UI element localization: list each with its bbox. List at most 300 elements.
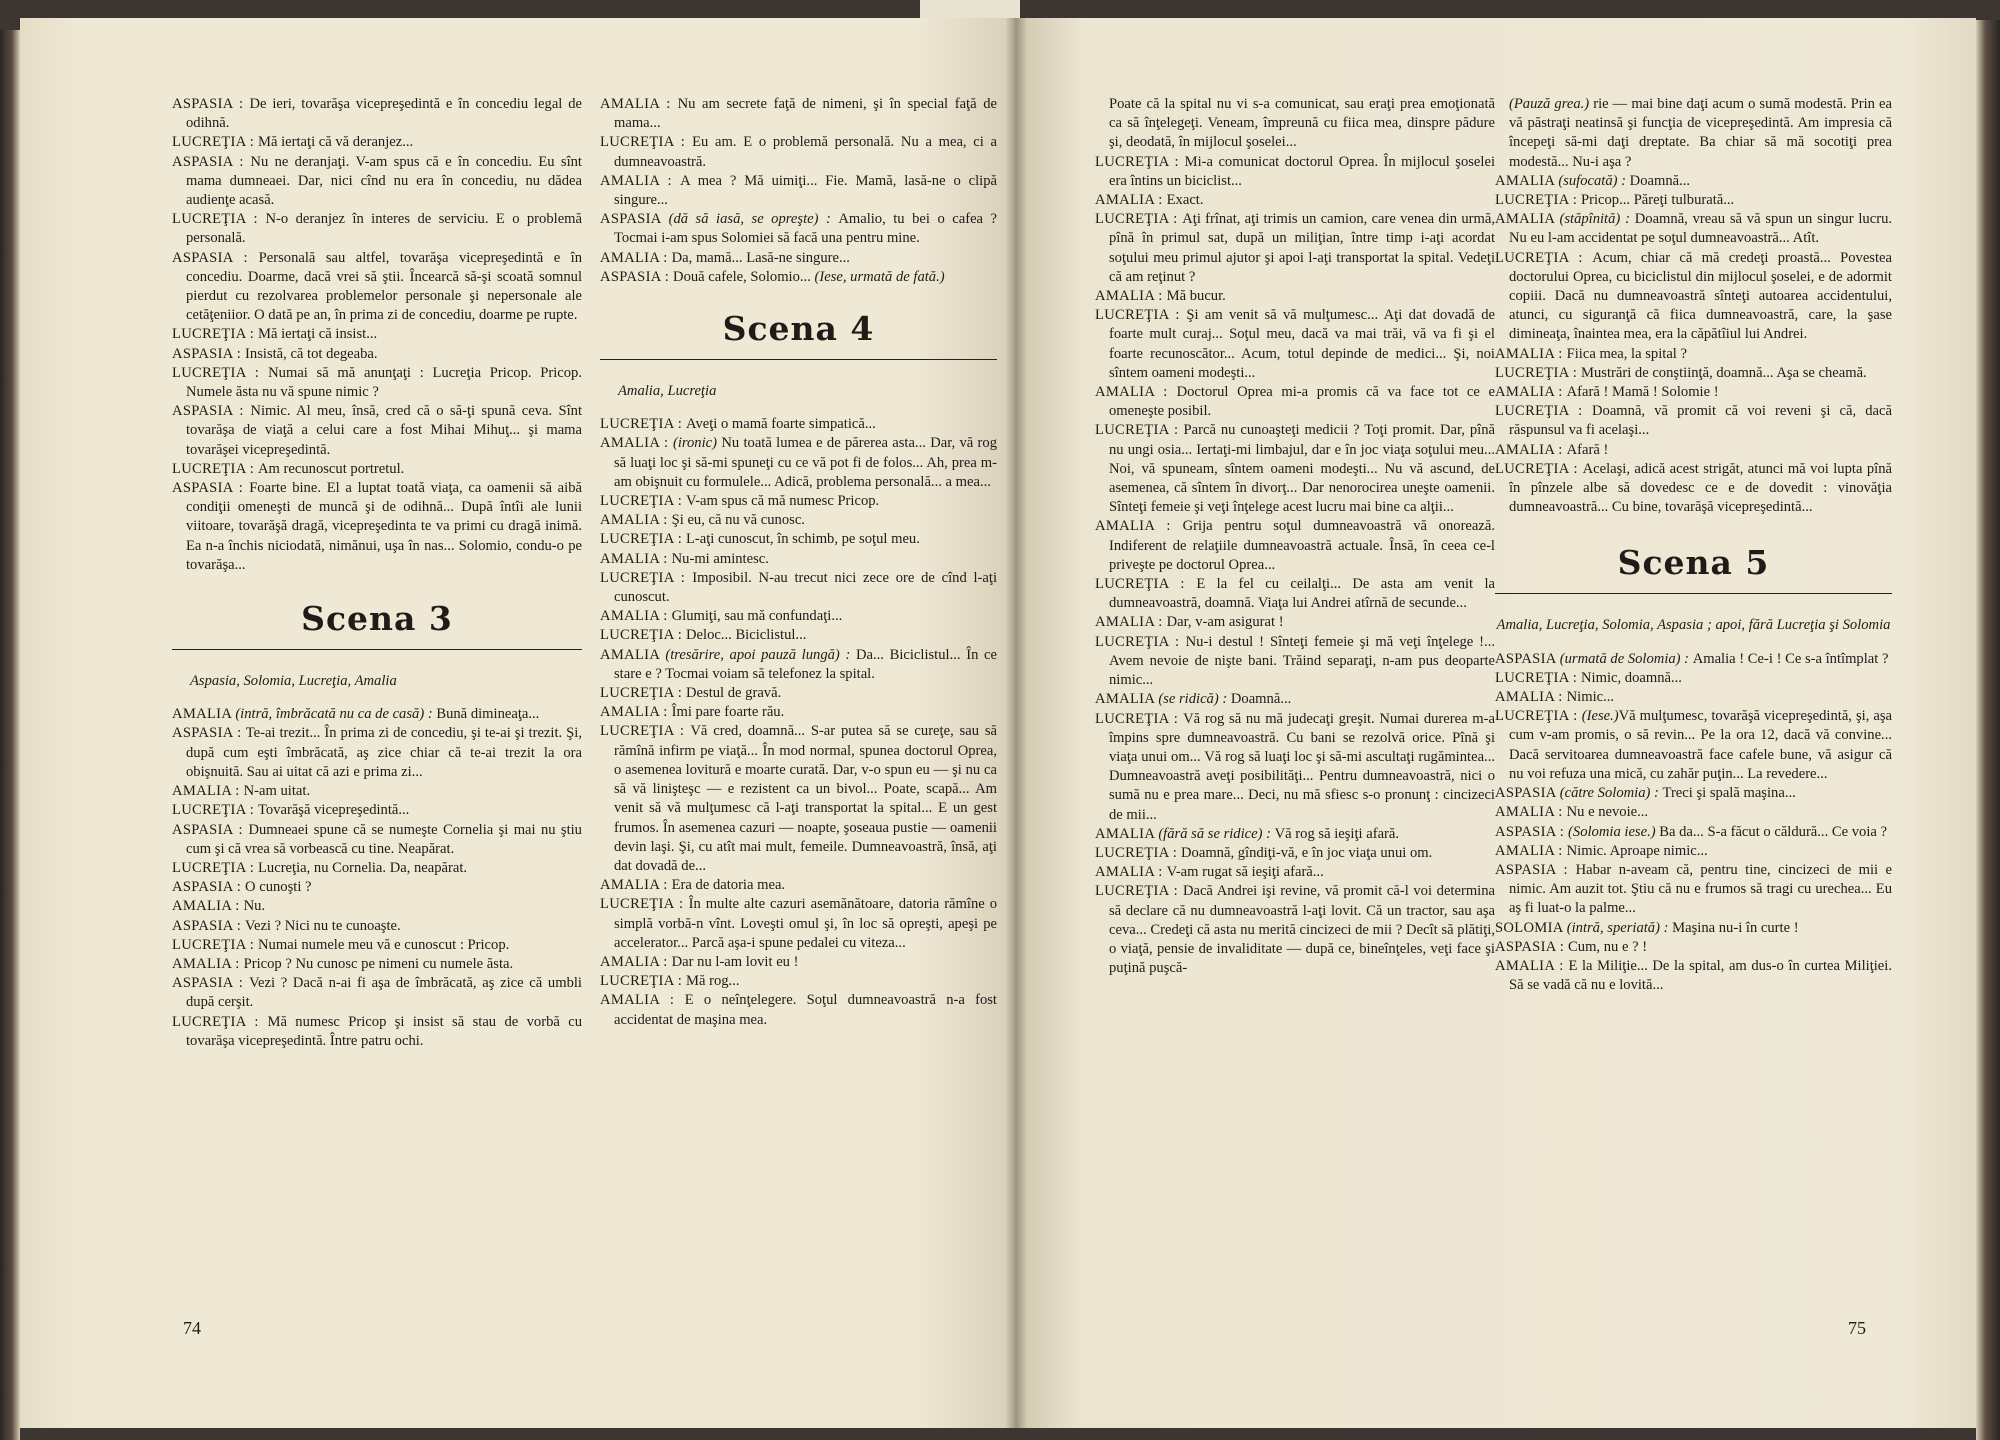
dialogue-line — [1095, 633, 1495, 691]
speaker-name: LUCREŢIA : — [172, 134, 258, 151]
speaker-name: ASPASIA : — [172, 153, 251, 170]
speaker-name: AMALIA : — [1495, 441, 1567, 458]
dialogue-line — [1495, 919, 1892, 938]
left-column-1 — [172, 95, 582, 1051]
dialogue-text: L-aţi cunoscut, în schimb, pe soţul meu. — [686, 531, 920, 548]
dialogue-text: Tovarăşă vicepreşedintă... — [258, 802, 410, 819]
speaker-name: LUCREŢIA : — [1495, 708, 1582, 725]
speaker-name: LUCREŢIA : — [1495, 192, 1581, 209]
dialogue-line — [600, 876, 997, 895]
speaker-name: ASPASIA : — [172, 917, 246, 934]
dialogue-text: Pricop ? Nu cunosc pe nimeni cu numele ăsta. — [243, 955, 514, 972]
dialogue-text: Amalio, tu bei o cafea ? Tocmai i-am spus Solomiei să facă una pentru mine. — [614, 211, 998, 247]
speaker-name: AMALIA : — [1495, 384, 1567, 401]
speaker-name: LUCREŢIA : — [1495, 364, 1581, 381]
dialogue-line — [172, 460, 582, 479]
speaker-name: LUCREŢIA : — [600, 685, 686, 702]
dialogue-line — [1495, 345, 1892, 364]
dialogue-line — [1495, 688, 1892, 707]
speaker-name: AMALIA : — [1095, 518, 1183, 535]
dialogue-line — [172, 479, 582, 575]
dialogue-text: Dar nu l-am lovit eu ! — [671, 953, 799, 970]
dialogue-text: Dar, v-am asigurat ! — [1166, 614, 1284, 631]
speaker-name: LUCREŢIA : — [172, 364, 269, 381]
speaker-name: ASPASIA : — [1495, 861, 1576, 878]
scene-cast: Amalia, Lucreţia — [618, 383, 717, 400]
speaker-name: AMALIA : — [600, 704, 672, 721]
dialogue-text: Mă iertaţi că insist... — [258, 326, 378, 343]
scene-cast: Amalia, Lucreţia, Solomia, Aspasia ; apoi, fără Lucreţia şi Solomia — [1496, 617, 1891, 634]
dialogue-line — [600, 268, 997, 287]
speaker-name: AMALIA : — [1495, 689, 1567, 706]
dialogue-line — [1495, 364, 1892, 383]
speaker-name: LUCREŢIA : — [600, 723, 691, 740]
stage-direction: (intră, îmbrăcată nu ca de casă) : — [235, 706, 437, 723]
stage-direction: (sufocată) : — [1558, 172, 1630, 189]
stage-direction: (către Solomia) : — [1559, 785, 1663, 802]
dialogue-line — [1495, 803, 1892, 822]
dialogue-text: Nu toată lumea e de părerea asta... Dar, vă rog să luaţi loc şi să-mi spuneţi cu ce vă pot fi de folos... Ah, prea m-am obişnuit cu formulele... Adică, problema personală... — [614, 435, 997, 490]
dialogue-line — [1095, 383, 1495, 421]
dialogue-line — [172, 974, 582, 1012]
speaker-name: LUCREŢIA : — [600, 134, 693, 151]
dialogue-line — [172, 897, 582, 916]
speaker-name: LUCREŢIA : — [600, 531, 686, 548]
dialogue-text: Şi eu, că nu vă cunosc. — [671, 512, 805, 529]
dialogue-text: Am recunoscut portretul. — [258, 460, 405, 477]
speaker-name: LUCREŢIA : — [1095, 153, 1185, 170]
dialogue-text: Maşina nu-i în curte ! — [1672, 919, 1799, 936]
dialogue-line — [1095, 517, 1495, 575]
right-page — [1015, 18, 1976, 1428]
dialogue-text: Aţi frînat, aţi trimis un camion, care venea din urmă, pînă în primul sat, după un miliţian, între timp i-aţi acordat soţului meu primul ajutor şi apoi l-aţi transportat la spital. Vedeţi că am reţinut ? — [1109, 211, 1495, 285]
speaker-name: LUCREŢIA : — [172, 859, 258, 876]
speaker-name: LUCREŢIA : — [1495, 460, 1583, 477]
scene-cast: Aspasia, Solomia, Lucreţia, Amalia — [190, 673, 397, 690]
scene-divider — [172, 649, 582, 650]
dialogue-text: Nu ne deranjaţi. V-am spus că e în concediu. Eu sînt mama dumneaei. Dar, nici cînd nu era în concediu, nu dădea audienţe acasă. — [186, 153, 582, 209]
dialogue-line — [172, 955, 582, 974]
dialogue-line — [1095, 210, 1495, 287]
speaker-name: LUCREŢIA : — [1495, 249, 1593, 266]
dialogue-line — [172, 705, 582, 724]
dialogue-text: V-am rugat să ieşiţi afară... — [1166, 864, 1324, 881]
speaker-name: LUCREŢIA : — [172, 936, 258, 953]
dialogue-line — [600, 703, 997, 722]
dialogue-line — [1495, 460, 1892, 518]
scene-3-heading — [172, 599, 582, 691]
dialogue-line — [1095, 613, 1495, 632]
speaker-name: ASPASIA : — [172, 96, 250, 112]
dialogue-text: Amalia ! Ce-i ! Ce s-a întîmplat ? — [1692, 650, 1889, 667]
speaker-name: AMALIA : — [600, 877, 672, 894]
dialogue-line — [172, 364, 582, 402]
dialogue-text: Treci şi spală maşina... — [1662, 785, 1796, 802]
speaker-name: LUCREŢIA : — [1095, 883, 1183, 900]
dialogue-text: Deloc... Biciclistul... — [686, 627, 807, 644]
speaker-name: LUCREŢIA : — [172, 326, 258, 343]
dialogue-text: Nimic... — [1566, 689, 1615, 706]
right-column-2 — [1495, 95, 1892, 995]
dialogue-text: Doamnă... — [1629, 172, 1691, 189]
dialogue-text: Vezi ? Nici nu te cunoaşte. — [245, 917, 401, 934]
dialogue-text: Ba da... — [1659, 823, 1708, 840]
speaker-name: LUCREŢIA : — [600, 416, 686, 433]
speaker-name: LUCREŢIA : — [600, 973, 686, 990]
dialogue-text: Vezi ? Dacă n-ai fi aşa de îmbrăcată, aş zice că umbli după cerşit. — [186, 975, 582, 1011]
dialogue-text: Foarte bine. El a luptat toată viaţa, ca oamenii să aibă condiţii omeneşti de muncă şi de odihnă... După întîi ale lunii viitoare, tovarăşă dragă, vicepreşedinta te va primi cu dragă inimă. Ea n-a închis niciodată, nimănui, uşa în nas... Solomio, condu-o pe tovarăşa... — [186, 480, 582, 573]
speaker-name: ASPASIA : — [1495, 938, 1569, 955]
dialogue-text: Personală sau altfel, tovarăşa vicepreşedintă e în concediu. Doarme, dacă vrei să ştii. Încearcă să-şi scoată somnul pierdut cu rezolvarea problemelor personale şi nepersonale ale cetăţeniior. O dată pe an, în prima zi de concediu, doarme pe rupte. — [186, 249, 582, 324]
dialogue-text: Nu-mi amintesc. — [671, 550, 769, 567]
dialogue-line — [172, 345, 582, 364]
speaker-name: AMALIA : — [1095, 864, 1167, 881]
speaker-name: AMALIA — [1095, 825, 1159, 842]
dialogue-line — [1495, 95, 1892, 172]
speaker-name: LUCREŢIA : — [1095, 633, 1186, 650]
dialogue-line — [1095, 844, 1495, 863]
book-edge-right — [1976, 20, 2000, 1440]
dialogue-text: Dumneaei spune că se numeşte Cornelia şi mai nu ştiu cum şi că vrea să vorbească cu tine. Neapărat. — [186, 821, 582, 857]
scene-5-heading — [1495, 543, 1892, 635]
dialogue-text: Nu-i destul ! Sînteţi femeie şi mă veţi înţelege !... Avem nevoie de nişte bani. Trăind separaţi, n-am pus deoparte nimic... — [1109, 633, 1495, 689]
dialogue-line — [172, 801, 582, 820]
dialogue-text: Vă mulţumesc, tovarăşă vicepreşedintă, şi, aşa cum v-am promis, o să revin... Pe la ora 12, dacă vă convine... Dacă servitoarea dumneavoastră face cafele bune, vă asigur că nu voi refuza una mică, cu zahăr puţin... La revedere... — [1509, 708, 1892, 782]
left-column-2 — [600, 95, 997, 1030]
speaker-name: ASPASIA : — [1495, 823, 1569, 840]
speaker-name: AMALIA — [1495, 211, 1560, 228]
dialogue-line — [600, 511, 997, 530]
dialogue-line — [600, 953, 997, 972]
dialogue-text: Insistă, că tot degeaba. — [245, 345, 378, 362]
dialogue-text: Două cafele, Solomio... — [673, 268, 815, 285]
dialogue-text: E o neînţelegere. Soţul dumneavoastră n-a fost accidentat de maşina mea. — [614, 992, 997, 1028]
dialogue-text: Mustrări de conştiinţă, doamnă... Aşa se cheamă. — [1581, 364, 1867, 381]
dialogue-line — [1095, 690, 1495, 709]
speaker-name: LUCREŢIA : — [1495, 403, 1592, 420]
speaker-name: LUCREŢIA : — [1095, 422, 1184, 439]
speaker-name: LUCREŢIA : — [1495, 669, 1581, 686]
scene-divider — [1495, 593, 1892, 594]
dialogue-text: N-am uitat. — [243, 783, 311, 800]
dialogue-text: V-am spus că mă numesc Pricop. — [686, 493, 880, 510]
dialogue-line — [600, 210, 997, 248]
speaker-name: AMALIA : — [172, 898, 244, 915]
speaker-name: ASPASIA : — [172, 725, 246, 742]
dialogue-line — [172, 133, 582, 152]
book-edge-left — [0, 30, 20, 1440]
bookmark-strip — [920, 0, 1020, 18]
speaker-name: AMALIA — [172, 706, 236, 723]
dialogue-text: Doamnă, vă promit că voi reveni şi că, dacă răspunsul va fi acelaşi... — [1509, 403, 1892, 439]
dialogue-text: Afară ! Mamă ! Solomie ! — [1566, 384, 1719, 401]
dialogue-line — [600, 972, 997, 991]
stage-direction: (fără să se ridice) : — [1158, 825, 1275, 842]
dialogue-line — [1495, 249, 1892, 345]
dialogue-line — [600, 626, 997, 645]
stage-direction: (Iese.) — [1581, 708, 1619, 725]
speaker-name: AMALIA : — [600, 172, 681, 189]
scene-title: Scena 5 — [1617, 543, 1770, 583]
dialogue-text: Nimic. Al meu, însă, cred că o să-ţi spună ceva. Sînt tovarăşa de viaţă a celui care a fost Mihai Mihuţ... şi mama tovarăşei vicepreşedintă. — [186, 403, 582, 458]
dialogue-line — [1495, 650, 1892, 669]
stage-direction: (dă să iasă, se opreşte) : — [668, 211, 839, 228]
speaker-name: ASPASIA : — [172, 480, 250, 497]
dialogue-text: Doamnă, vreau să vă spun un singur lucru. Nu eu l-am accidentat pe soţul dumneavoastră... Atît. — [1509, 211, 1893, 247]
dialogue-line — [600, 415, 997, 434]
speaker-name: LUCREŢIA : — [1095, 844, 1181, 861]
speaker-name: AMALIA — [600, 646, 666, 663]
dialogue-line — [1495, 191, 1892, 210]
dialogue-text: N-o deranjez în interes de serviciu. E o problemă personală. — [186, 211, 582, 247]
speaker-name: AMALIA : — [600, 953, 672, 970]
dialogue-line — [1495, 707, 1892, 784]
speaker-name: LUCREŢIA : — [600, 627, 686, 644]
stage-direction: (Iese, urmată de fată.) — [814, 268, 945, 285]
dialogue-text: Grija pentru soţul dumneavoastră vă onorează. Indiferent de relaţiile dumneavoastră actuale. Însă, în ceea ce-l priveşte pe doctorul Oprea... — [1109, 518, 1495, 573]
dialogue-line — [1095, 153, 1495, 191]
dialogue-text: Vă rog să ieşiţi afară. — [1274, 825, 1400, 842]
speaker-name: ASPASIA — [1495, 785, 1560, 802]
dialogue-text: Da... Biciclistul... În ce stare e ? Tocmai voiam să telefonez la spital. — [614, 646, 997, 682]
dialogue-text: Nimic. Aproape nimic... — [1566, 842, 1708, 859]
dialogue-line — [1495, 784, 1892, 803]
dialogue-line — [1095, 191, 1495, 210]
dialogue-text: Numai să mă anunţaţi : Lucreţia Pricop. Pricop. Numele ăsta nu vă spune nimic ? — [186, 364, 582, 401]
dialogue-line — [1495, 441, 1892, 460]
page-number: 74 — [183, 1318, 201, 1338]
speaker-name: AMALIA — [1495, 172, 1559, 189]
speaker-name: AMALIA : — [600, 96, 678, 112]
speaker-name: LUCREŢIA : — [1095, 211, 1183, 228]
dialogue-line — [600, 646, 997, 684]
dialogue-line — [1095, 863, 1495, 882]
dialogue-line — [1495, 172, 1892, 191]
speaker-name: LUCREŢIA : — [172, 460, 258, 477]
speaker-name: AMALIA : — [600, 608, 672, 625]
dialogue-text: Îmi pare foarte rău. — [671, 704, 785, 721]
speaker-name: LUCREŢIA : — [172, 802, 258, 819]
dialogue-text: Poate că la spital nu vi s-a comunicat, sau eraţi prea emoţionată ca să înţelegeţi. Veneam, împreună cu fiica mea, dinspre pădure şi, deodată, în mijlocul şoselei... — [1109, 96, 1495, 151]
dialogue-text: Imposibil. N-au trecut nici zece ore de cînd l-aţi cunoscut. — [614, 569, 997, 606]
dialogue-line — [1095, 421, 1495, 517]
dialogue-line — [600, 550, 997, 569]
stage-direction: (Solomia iese.) — [1568, 823, 1660, 840]
dialogue-text: Eu am. E o problemă personală. Nu a mea, ci a dumneavoastră. — [614, 134, 997, 170]
dialogue-line — [600, 530, 997, 549]
dialogue-text: Destul de gravă. — [686, 685, 782, 702]
dialogue-line — [172, 917, 582, 936]
dialogue-line — [172, 249, 582, 326]
dialogue-text: a mea... — [945, 473, 991, 490]
speaker-name: ASPASIA : — [172, 975, 250, 992]
dialogue-text: Era de datoria mea. — [671, 877, 786, 894]
dialogue-line — [600, 95, 997, 133]
dialogue-text: Nimic, doamnă... — [1581, 669, 1682, 686]
dialogue-line — [1495, 823, 1892, 842]
scene-title: Scena 3 — [301, 599, 453, 639]
speaker-name: LUCREŢIA : — [600, 896, 689, 913]
dialogue-line — [1095, 825, 1495, 844]
speaker-name: AMALIA : — [600, 249, 672, 266]
dialogue-text: Doamnă, gîndiţi-vă, e în joc viaţa unui om. — [1181, 844, 1433, 861]
dialogue-text: Doamnă... — [1230, 691, 1292, 708]
dialogue-line — [172, 859, 582, 878]
dialogue-line — [1095, 882, 1495, 978]
speaker-name: AMALIA : — [600, 435, 673, 452]
speaker-name: LUCREŢIA : — [172, 1013, 268, 1030]
dialogue-text: Acum, chiar că mă credeţi proastă... Povestea doctorului Oprea, cu biciclistul din mijlocul şoselei, e de adormit copiii. Dacă nu dumneavoastră sînteţi autoarea accidentului, atunci, cu siguranţă că fiica dumneavoastră, care, la şase dimineaţa, înaintea mea, era la căpătîiul lui Andrei. — [1509, 249, 1892, 343]
speaker-name: AMALIA : — [172, 955, 244, 972]
dialogue-line — [172, 325, 582, 344]
dialogue-line — [172, 1013, 582, 1051]
dialogue-text: Vă rog să nu mă judecaţi greşit. Numai durerea m-a împins spre dumneavoastră. Cu bani se rezolvă orice. Pînă şi viaţa unui om... Vă rog să luaţi loc şi să-mi ascultaţi rugămintea... Dumneavoastră aveţi posibilităţi... Pentru dumneavoastră, nici o sumă nu e prea mare... Deci, nu mă sfiesc s-o pronunţ : cincizeci de mii... — [1109, 710, 1495, 823]
dialogue-line — [172, 936, 582, 955]
dialogue-line — [1495, 938, 1892, 957]
dialogue-line — [600, 249, 997, 268]
dialogue-text: Nu. — [243, 898, 266, 915]
dialogue-text: De ieri, tovarăşa vicepreşedintă e în concediu legal de odihnă. — [186, 96, 582, 132]
dialogue-text: S-a făcut o căldură... Ce voia ? — [1707, 823, 1887, 840]
dialogue-text: Numai numele meu vă e cunoscut : Pricop. — [258, 936, 510, 953]
dialogue-line — [172, 153, 582, 211]
speaker-name: LUCREŢIA : — [600, 493, 686, 510]
speaker-name: AMALIA : — [1095, 614, 1167, 631]
dialogue-text: Bună dimineaţa... — [436, 706, 540, 723]
left-page — [20, 18, 1015, 1428]
dialogue-line — [1495, 402, 1892, 440]
scene-4-heading — [600, 309, 997, 401]
scene-divider — [600, 359, 997, 360]
dialogue-text: Mă iertaţi că vă deranjez... — [258, 134, 414, 151]
speaker-name: LUCREŢIA : — [600, 569, 693, 586]
dialogue-line — [172, 878, 582, 897]
dialogue-line — [1095, 710, 1495, 825]
dialogue-text: Nu am secrete faţă de nimeni, şi în special faţă de mama... — [614, 96, 997, 132]
dialogue-text: În multe alte cazuri asemănătoare, datoria rămîne o simplă vorbă-n vînt. Loveşti omul şi, în loc să opreşti, apeşi pe accelerator... Parcă aşa-i spune pedalei cu viteza... — [614, 896, 997, 951]
speaker-name: AMALIA : — [600, 550, 672, 567]
speaker-name: ASPASIA : — [172, 821, 249, 838]
speaker-name: AMALIA : — [1495, 804, 1567, 821]
dialogue-text: E la Miliţie... De la spital, am dus-o în curtea Miliţiei. Să se vadă că nu e lovită... — [1509, 957, 1892, 994]
dialogue-line — [600, 684, 997, 703]
speaker-name: ASPASIA — [600, 211, 669, 228]
speaker-name: SOLOMIA — [1495, 919, 1567, 936]
stage-direction: (intră, speriată) : — [1566, 919, 1673, 936]
dialogue-line — [1495, 210, 1892, 248]
speaker-name: ASPASIA : — [172, 879, 246, 896]
speaker-name: AMALIA : — [600, 992, 685, 1009]
dialogue-line — [600, 722, 997, 876]
scene-title: Scena 4 — [722, 309, 875, 349]
stage-direction: (stăpînită) : — [1559, 211, 1635, 228]
speaker-name: AMALIA — [1095, 691, 1159, 708]
dialogue-text: Habar n-aveam că, pentru tine, cincizeci de mii e nimic. Am auzit tot. Ştiu că nu e frumos să tragi cu urechea... Eu aş fi luat-o la palme... — [1509, 861, 1892, 917]
speaker-name: AMALIA : — [1095, 192, 1167, 209]
dialogue-line — [172, 210, 582, 248]
dialogue-text: Mă bucur. — [1166, 288, 1226, 305]
dialogue-text: Vă cred, doamnă... S-ar putea să se cureţe, sau să rămînă infirm pe viaţă... În mod normal, spunea doctorul Oprea, o asemenea lovitură e moarte curată. Dar, v-o spun eu — şi nu ca să vă linişteşc — e rezistent ca un bivol... Poate, scapă... Am venit să vă mulţumesc că l-aţi transportat la spital... E un gest frumos. În asemenea cazuri — noapte, şoseaua pustie — oamenii devin laşi. Şi, cu atît mai mult, femeile. Dumneavoastră, însă, aţi dat dovadă de... — [614, 723, 998, 874]
right-column-1 — [1095, 95, 1495, 978]
dialogue-text: O cunoşti ? — [245, 879, 312, 896]
dialogue-line — [600, 607, 997, 626]
stage-direction: (urmată de Solomia) : — [1559, 650, 1693, 667]
dialogue-line — [1495, 842, 1892, 861]
dialogue-text: Mă rog... — [686, 973, 740, 990]
speaker-name: AMALIA : — [1095, 288, 1167, 305]
dialogue-line — [600, 492, 997, 511]
dialogue-text: Nu e nevoie... — [1566, 804, 1649, 821]
dialogue-line — [1495, 957, 1892, 995]
speaker-name: AMALIA : — [1495, 957, 1569, 974]
dialogue-text: Cum, nu e ? ! — [1568, 938, 1648, 955]
speaker-name: AMALIA : — [1495, 345, 1567, 362]
dialogue-text: Doctorul Oprea mi-a promis că va face tot ce e omeneşte posibil. — [1109, 384, 1495, 420]
dialogue-text: Aveţi o mamă foarte simpatică... — [686, 416, 876, 433]
page-number: 75 — [1848, 1318, 1866, 1338]
dialogue-text: rie — mai bine daţi acum o sumă modestă. Prin ea vă păstraţi neatinsă şi funcţia de vicepreşedintă. — [1509, 96, 1893, 132]
dialogue-line — [600, 133, 997, 171]
dialogue-line — [1095, 575, 1495, 613]
speaker-name: ASPASIA : — [600, 268, 674, 285]
dialogue-line — [600, 569, 997, 607]
dialogue-line — [172, 95, 582, 133]
dialogue-text: Pricop... Păreţi tulburată... — [1581, 192, 1735, 209]
speaker-name: AMALIA : — [1095, 384, 1177, 401]
dialogue-line — [1095, 306, 1495, 383]
dialogue-line — [1095, 287, 1495, 306]
speaker-name: ASPASIA : — [172, 249, 259, 266]
dialogue-text: Exact. — [1166, 192, 1204, 209]
dialogue-line — [600, 991, 997, 1029]
dialogue-text: Glumiţi, sau mă confundaţi... — [671, 608, 843, 625]
speaker-name: LUCREŢIA : — [1095, 710, 1184, 727]
stage-direction: (se ridică) : — [1158, 691, 1231, 708]
dialogue-text: Mă numesc Pricop şi insist să stau de vorbă cu tovarăşa vicepreşedintă. Între patru ochi. — [186, 1013, 583, 1049]
dialogue-text: Te-ai trezit... În prima zi de concediu, şi te-ai şi trezit. Şi, după cum eşti îmbrăcată, aş zice chiar că te-ai trezit la ora obişnuită. Sau ai uitat că azi e prima zi... — [186, 725, 582, 780]
book-gutter — [1005, 18, 1027, 1428]
speaker-name: LUCREŢIA : — [172, 211, 266, 228]
dialogue-text: Fiica mea, la spital ? — [1566, 345, 1687, 362]
dialogue-text: Lucreţia, nu Cornelia. Da, neapărat. — [258, 859, 468, 876]
speaker-name: ASPASIA : — [172, 403, 251, 420]
dialogue-text: Şi am venit să vă mulţumesc... Aţi dat dovadă de foarte mult curaj... Soţul meu, dacă va mai trăi, vă va fi şi el foarte recunoscător... Acum, totul depinde de medici... Şi, noi sîntem oameni modeşti... — [1109, 307, 1495, 381]
stage-direction: (ironic) — [672, 435, 722, 452]
dialogue-line — [1495, 383, 1892, 402]
dialogue-text: Parcă nu cunoaşteţi medicii ? Toţi promit. Dar, pînă nu ungi osia... Iertaţi-mi limbajul, dar e în joc viaţa soţului meu... Noi, vă spuneam, sîntem oameni modeşti... Nu vă ascund, de asemenea, că sîntem în divorţ... Dar nenorocirea uneşte oamenii. Sînteţi femeie şi veţi înţelege acest lucru mai bine ca alţii... — [1109, 422, 1495, 516]
speaker-name: LUCREŢIA : — [1095, 307, 1187, 324]
dialogue-text: E la fel cu ceilalţi... De asta am venit la dumneavoastră, doamnă. Viaţa lui Andrei atîrnă de secunde... — [1109, 576, 1495, 612]
stage-direction: (Pauză grea.) — [1509, 96, 1594, 112]
speaker-name: AMALIA : — [600, 512, 672, 529]
dialogue-line — [172, 782, 582, 801]
dialogue-text: Am impresia că începeţi să-mi daţi dreptate. Ba chiar să mă socotiţi prea modestă... Nu-i aşa ? — [1509, 115, 1892, 170]
speaker-name: ASPASIA — [1495, 650, 1560, 667]
dialogue-text: A mea ? Mă uimiţi... Fie. Mamă, lasă-ne o clipă singure... — [614, 172, 997, 209]
dialogue-text: Mi-a comunicat doctorul Oprea. În mijlocul şoselei era întins un biciclist... — [1109, 153, 1495, 189]
speaker-name: LUCREŢIA : — [1095, 576, 1197, 593]
speaker-name: ASPASIA : — [172, 345, 246, 362]
dialogue-line — [1495, 669, 1892, 688]
speaker-name: AMALIA : — [1495, 842, 1567, 859]
dialogue-text: Afară ! — [1566, 441, 1609, 458]
dialogue-line — [1095, 95, 1495, 153]
dialogue-line — [1495, 861, 1892, 919]
dialogue-text: Dacă Andrei işi revine, vă promit că-l voi determina să declare că nu dumneavoastră l-aţi lovit. Că un tractor, sau aşa ceva... Credeţi că asta nu merită cincizeci de mii ? Decît să plătiţi, o viaţă, pensie de invaliditate — după ce, bineînţeles, veţi face şi puţină puşcă- — [1109, 883, 1495, 977]
dialogue-line — [172, 724, 582, 782]
dialogue-line — [600, 895, 997, 953]
stage-direction: (tresărire, apoi pauză lungă) : — [665, 646, 856, 663]
